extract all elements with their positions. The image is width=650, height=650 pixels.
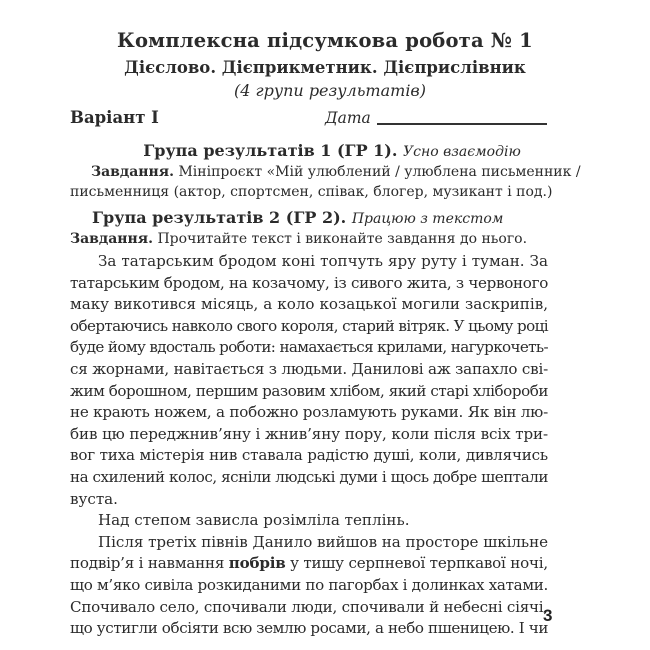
passage-line: ся жорнами, навітається з людьми. Данилові аж запахло сві- (70, 359, 548, 378)
group2-task (70, 231, 527, 247)
group1-task-text: Мініпроєкт «Мій улюблений / улюблена письменник / (174, 164, 581, 180)
passage-line: що м’яко сивіла розкиданими по пагорбах і долинках хатами. (70, 575, 548, 594)
passage-line: Над степом зависла розімліла теплінь. (98, 511, 410, 530)
group2-mode: Працюю з текстом (351, 211, 504, 227)
group2-title: Група результатів 2 (ГР 2). (92, 208, 347, 227)
passage-line: на схилений колос, ясніли людські думи і щось добре шептали (70, 467, 548, 486)
passage-line-with-bold (70, 553, 548, 575)
passage-line: Спочивало село, спочивали люди, спочивали й небесні сіячі, (70, 597, 548, 616)
group2-task-label: Завдання. (70, 231, 154, 247)
passage-line: що устигли обсіяти всю землю росами, а небо пшеницею. І чи (70, 619, 548, 638)
passage-line: вог тиха містерія нив ставала радістю душі, коли, дивлячись (70, 446, 548, 465)
group1-heading (0, 141, 650, 160)
passage-text: у тишу серпневої терпкавої ночі, (285, 554, 548, 573)
passage-line: буде йому вдосталь роботи: намахається крилами, нагуркочеть- (70, 338, 548, 357)
passage-line: вуста. (70, 489, 118, 508)
passage-line: обертаючись навколо свого короля, старий вітряк. У цьому році (70, 316, 548, 335)
page-subtitle: Дієслово. Дієприкметник. Дієприслівник (124, 58, 526, 77)
highlighted-word: побрів (228, 554, 286, 573)
group2-heading (92, 208, 503, 227)
passage-line: не крають ножем, а побожно розламують руками. Як він лю- (70, 403, 548, 422)
page-title: Комплексна підсумкова робота № 1 (117, 29, 533, 52)
group2-task-text: Прочитайте текст і виконайте завдання до нього. (153, 231, 528, 247)
reading-passage (70, 251, 548, 640)
variant-label: Варіант I (70, 108, 159, 127)
group1-title: Група результатів 1 (ГР 1). (143, 141, 398, 160)
group1-task-line1 (91, 164, 581, 180)
passage-line: Після третіх півнів Данило вийшов на просторе шкільне (98, 532, 548, 551)
group1-task-label: Завдання. (91, 164, 175, 180)
date-blank-line[interactable] (377, 123, 547, 125)
passage-line: татарським бродом, на козачому, із сивого жита, з червоного (70, 273, 548, 292)
passage-line: жим борошном, першим разовим хлібом, який старі хлібороби (70, 381, 548, 400)
groups-note: (4 групи результатів) (234, 81, 426, 100)
passage-line: За татарським бродом коні топчуть яру руту і туман. За (98, 252, 548, 270)
group1-mode: Усно взаємодію (403, 144, 521, 160)
passage-line: маку викотився місяць, а коло козацької могили заскрипів, (70, 295, 548, 314)
group1-task-line2: письменниця (актор, спортсмен, співак, блогер, музикант і под.) (70, 184, 553, 200)
passage-text: подвір’я і навмання (70, 554, 229, 573)
date-label: Дата (325, 109, 371, 127)
page-number: 3 (543, 606, 553, 625)
passage-line: бив цю переджнив’яну і жнив’яну пору, коли після всіх три- (70, 424, 548, 443)
